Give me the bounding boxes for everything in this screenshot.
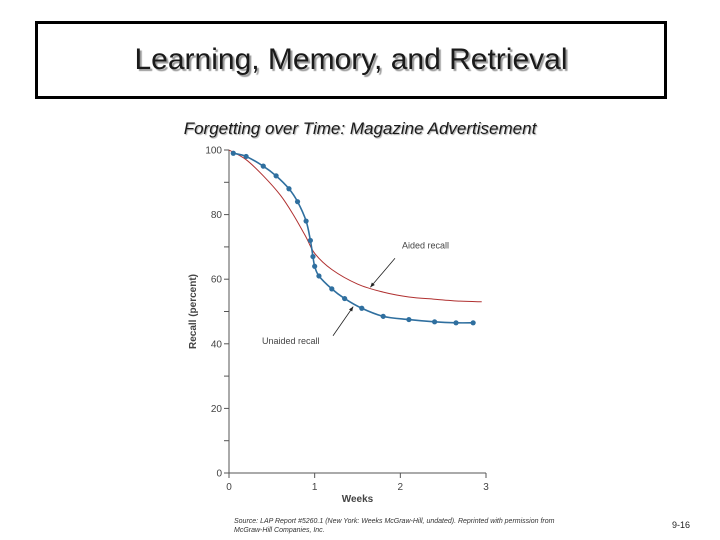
unaided-recall-line: [233, 153, 473, 323]
y-tick-label: 100: [205, 145, 222, 157]
y-axis-label: Recall (percent): [188, 273, 199, 350]
unaided-recall-point: [471, 320, 476, 325]
unaided-recall-point: [381, 314, 386, 319]
unaided-recall-point: [453, 320, 458, 325]
unaided-recall-point: [286, 186, 291, 191]
unaided-recall-point: [342, 296, 347, 301]
aided-recall-line: [229, 150, 482, 302]
unaided-recall-point: [432, 319, 437, 324]
chart-ticks: [205, 146, 489, 494]
y-tick-label: 20: [210, 403, 222, 415]
unaided-recall-point: [274, 173, 279, 178]
chart-subtitle: Forgetting over Time: Magazine Advertisement: [183, 119, 537, 138]
x-tick-label: 2: [397, 482, 404, 493]
y-tick-label: 40: [210, 339, 222, 351]
unaided-recall-point: [316, 273, 321, 278]
unaided-recall-point: [329, 286, 334, 291]
unaided-recall-point: [261, 164, 266, 169]
y-tick-label: 80: [210, 210, 222, 222]
source-note: Source: LAP Report #5260.1 (New York: Weeks McGraw-Hill, undated). Reprinted with permission from McGraw-Hill Companies, Inc.: [234, 518, 555, 534]
unaided-recall-point: [312, 264, 317, 269]
aided-recall-arrow-line: [370, 258, 395, 287]
unaided-recall-arrow-head: [349, 307, 353, 312]
chart-axes: [229, 150, 486, 473]
unaided-recall-point: [304, 218, 309, 223]
unaided-recall-label: Unaided recall: [262, 335, 320, 346]
unaided-recall-point: [406, 317, 411, 322]
slide-title: Learning, Memory, and Retrieval: [134, 43, 568, 76]
x-tick-label: 1: [311, 482, 318, 493]
chart-labels: [188, 241, 449, 505]
chart-series: [229, 150, 482, 325]
unaided-recall-point: [308, 238, 313, 243]
unaided-recall-point: [244, 154, 249, 159]
page-number: 9-16: [672, 520, 691, 530]
unaided-recall-point: [231, 151, 236, 156]
unaided-recall-point: [295, 199, 300, 204]
y-tick-label: 60: [210, 274, 222, 286]
unaided-recall-arrow-line: [333, 307, 353, 336]
x-tick-label: 0: [226, 482, 232, 493]
x-axis-label: Weeks: [341, 494, 374, 505]
y-tick-label: 0: [216, 468, 222, 480]
aided-recall-label: Aided recall: [402, 240, 450, 251]
unaided-recall-point: [310, 254, 315, 259]
x-tick-label: 3: [483, 482, 489, 493]
unaided-recall-point: [359, 306, 364, 311]
